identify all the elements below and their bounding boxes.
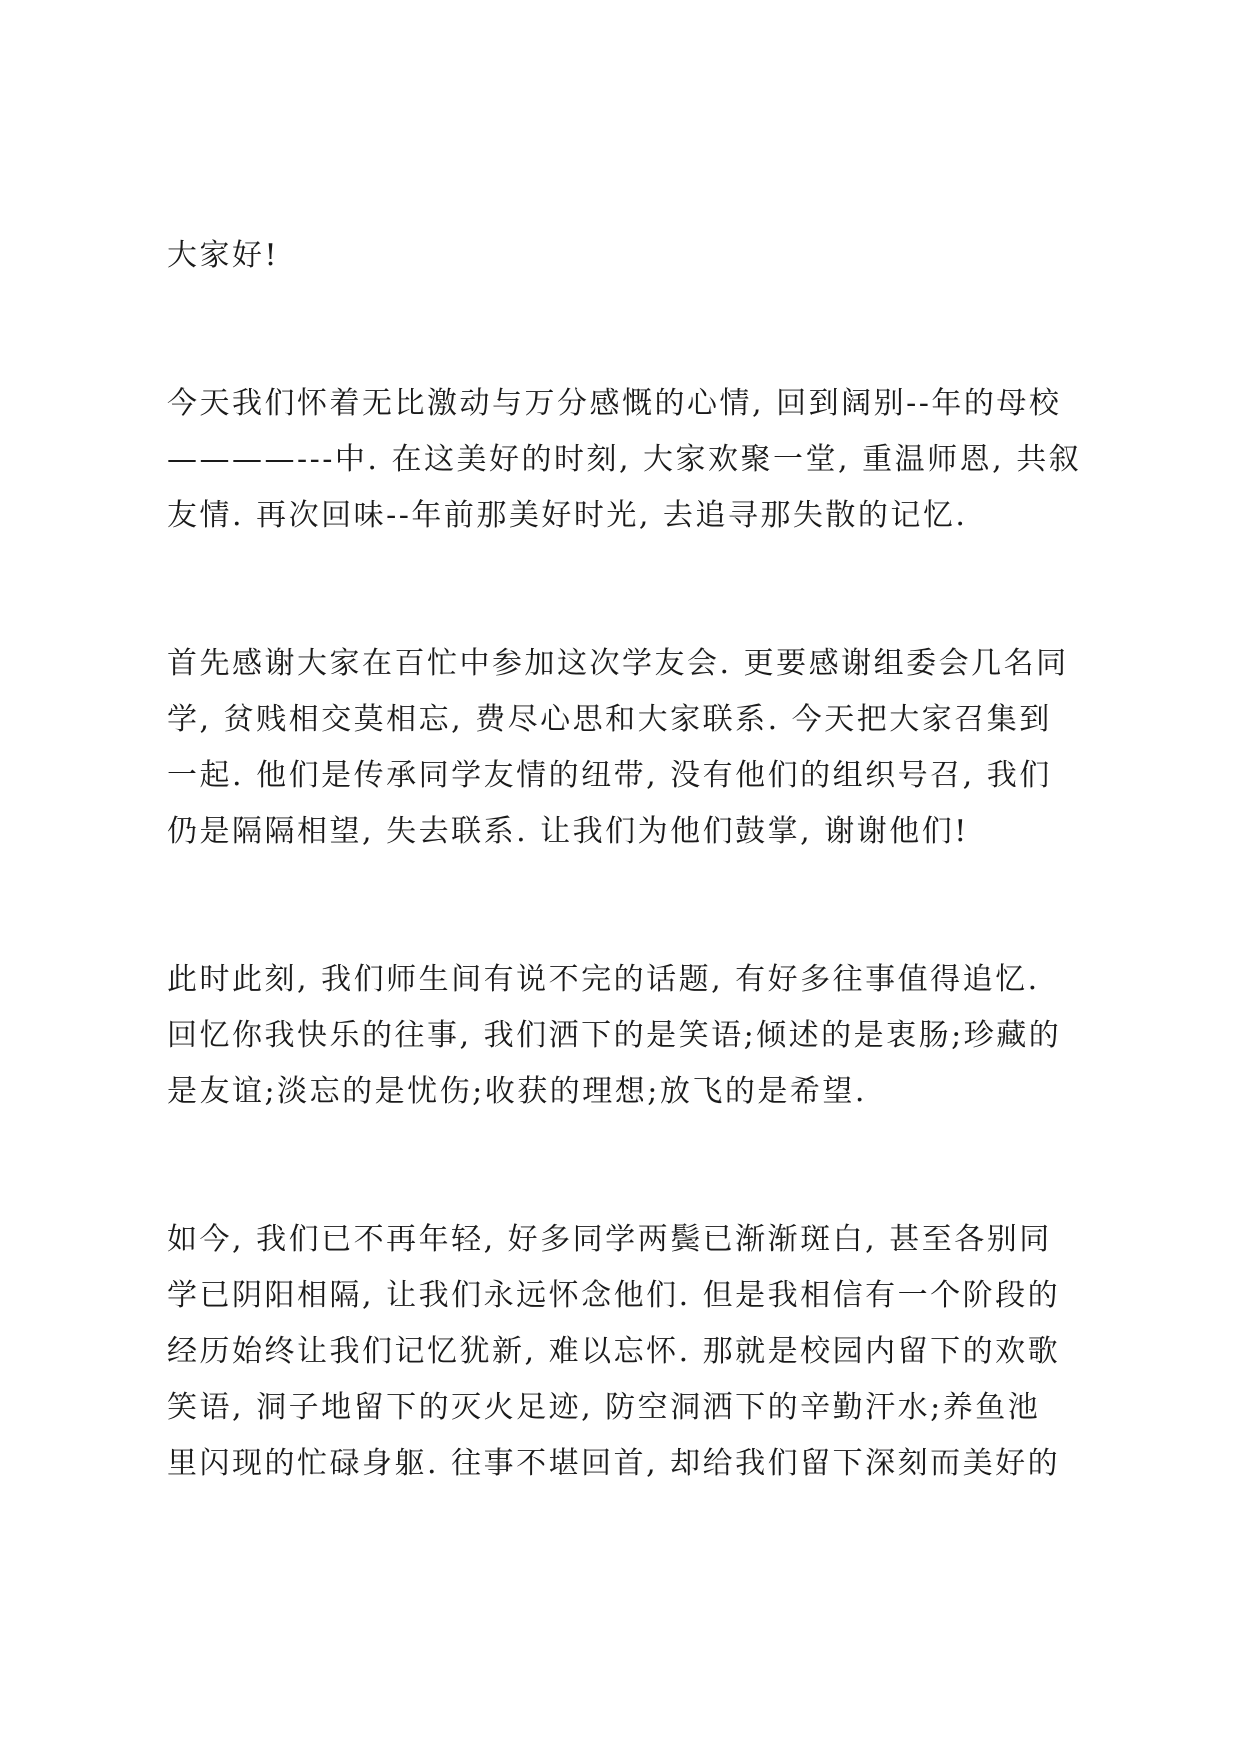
paragraph-1	[167, 376, 1097, 544]
paragraph-2	[167, 636, 1097, 860]
text-line: 笑语, 洞子地留下的灭火足迹, 防空洞洒下的辛勤汗水;养鱼池	[167, 1390, 1041, 1425]
text-line: 是友谊;淡忘的是忧伤;收获的理想;放飞的是希望.	[167, 1074, 867, 1109]
text-line: 今天我们怀着无比激动与万分感慨的心情, 回到阔别--年的母校	[167, 386, 1062, 421]
text-line: 首先感谢大家在百忙中参加这次学友会. 更要感谢组委会几名同	[167, 646, 1069, 681]
text-line: 一起. 他们是传承同学友情的纽带, 没有他们的组织号召, 我们	[167, 758, 1052, 793]
paragraph-4	[167, 1212, 1097, 1492]
text-line: 友情. 再次回味--年前那美好时光, 去追寻那失散的记忆.	[167, 498, 968, 533]
text-line: 大家好!	[167, 238, 280, 273]
text-line: 回忆你我快乐的往事, 我们洒下的是笑语;倾述的是衷肠;珍藏的	[167, 1018, 1062, 1053]
text-line: 此时此刻, 我们师生间有说不完的话题, 有好多往事值得追忆.	[167, 962, 1040, 997]
text-line: ————---中. 在这美好的时刻, 大家欢聚一堂, 重温师恩, 共叙	[167, 442, 1082, 477]
text-line: 学, 贫贱相交莫相忘, 费尽心思和大家联系. 今天把大家召集到	[167, 702, 1052, 737]
document-body	[167, 228, 1097, 1492]
text-line: 经历始终让我们记忆犹新, 难以忘怀. 那就是校园内留下的欢歌	[167, 1334, 1061, 1369]
text-line: 仍是隔隔相望, 失去联系. 让我们为他们鼓掌, 谢谢他们!	[167, 814, 969, 849]
text-line: 如今, 我们已不再年轻, 好多同学两鬓已渐渐斑白, 甚至各别同	[167, 1222, 1052, 1257]
greeting	[167, 228, 1097, 284]
text-line: 学已阴阳相隔, 让我们永远怀念他们. 但是我相信有一个阶段的	[167, 1278, 1061, 1313]
paragraph-3	[167, 952, 1097, 1120]
text-line: 里闪现的忙碌身躯. 往事不堪回首, 却给我们留下深刻而美好的	[167, 1446, 1061, 1481]
